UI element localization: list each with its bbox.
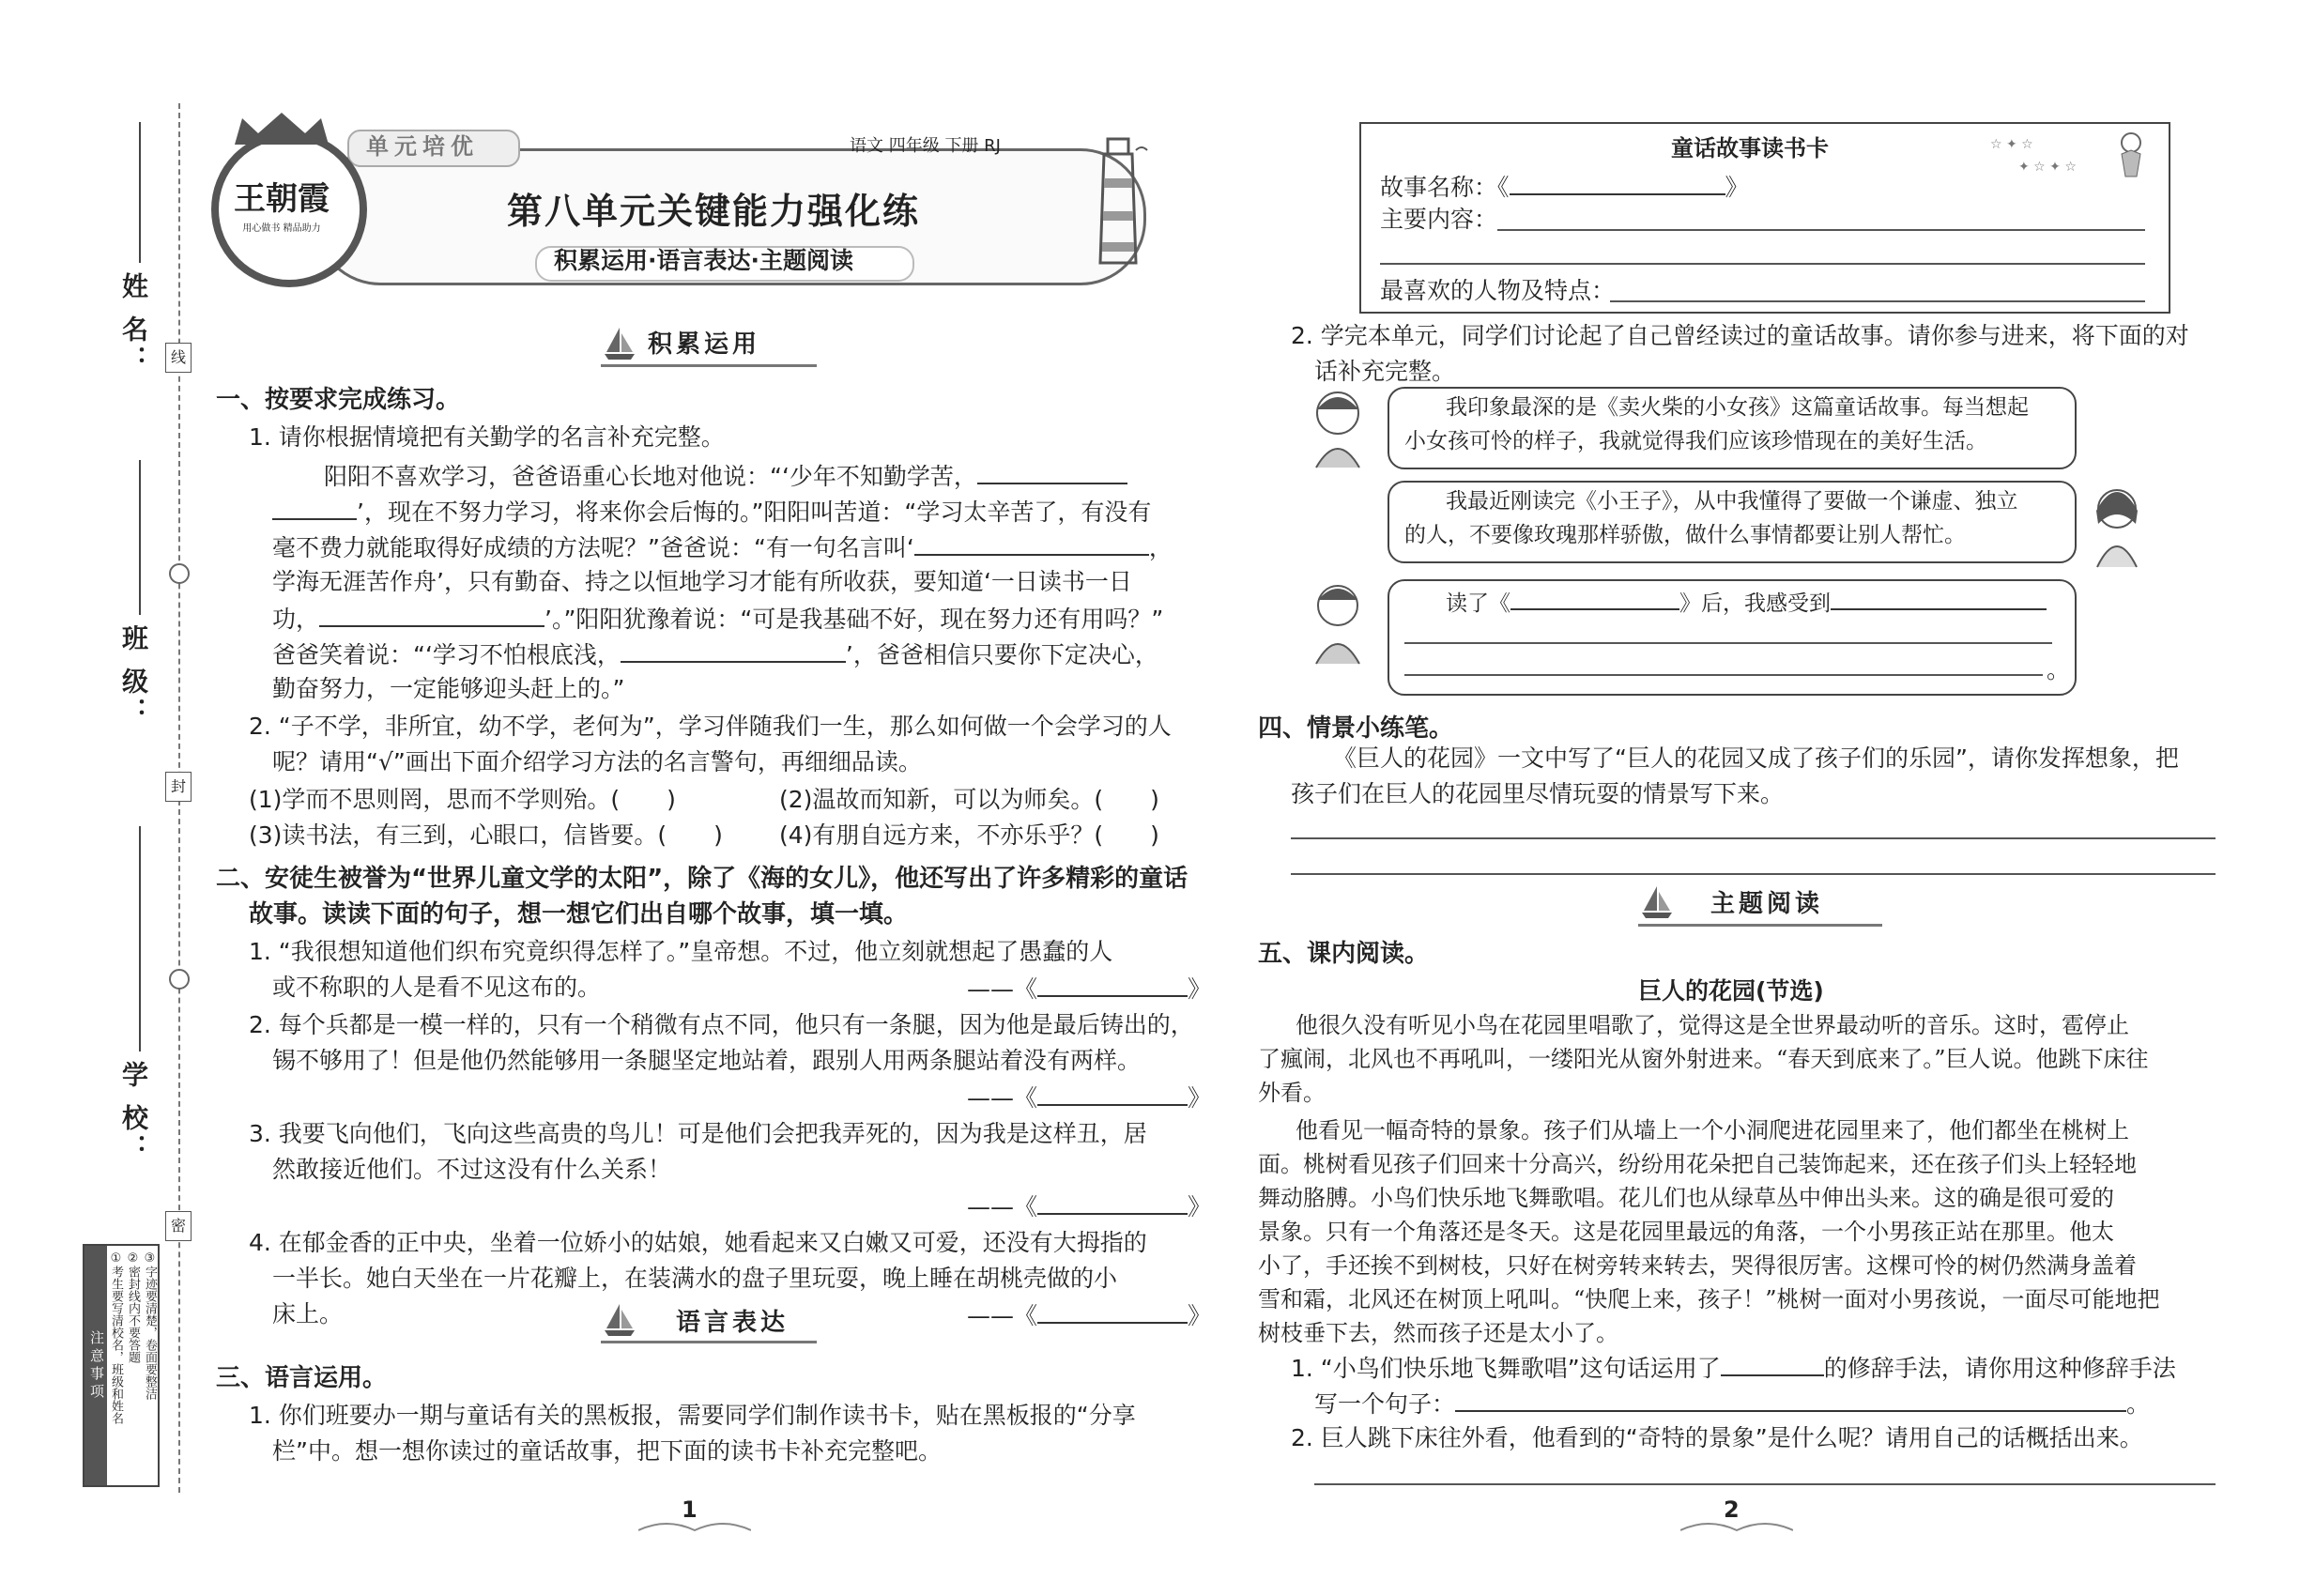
passage-title: 巨人的花园(节选) bbox=[1638, 977, 1824, 1005]
boy-avatar-icon bbox=[1305, 385, 1371, 469]
blank-q5-rhetoric[interactable] bbox=[1721, 1350, 1824, 1376]
school-field[interactable] bbox=[139, 826, 141, 1051]
notice-item-3: ③字迹要清楚，卷面要整洁 bbox=[143, 1251, 157, 1400]
passage-line-10: 树枝垂下去，然而孩子还是太小了。 bbox=[1258, 1320, 1618, 1346]
q1-p4: 学海无涯苦作舟’，只有勤奋、持之以恒地学习才能有所收获，要知道‘一日读书一日 bbox=[272, 568, 1132, 595]
name-field[interactable] bbox=[139, 122, 141, 263]
notice-box bbox=[83, 1244, 160, 1487]
q3-s1a: 1. 你们班要办一期与童话有关的黑板报，需要同学们制作读书卡，贴在黑板报的“分享 bbox=[249, 1402, 1136, 1429]
q1-p2: ’，现在不努力学习，将来你会后悔的。”阳阳叫苦道：“学习太辛苦了，有没有 bbox=[272, 494, 1151, 529]
sailboat-icon bbox=[601, 1300, 638, 1338]
passage-line-1: 他很久没有听见小鸟在花园里唱歌了，觉得这是全世界最动听的音乐。这时，雹停止 bbox=[1296, 1012, 2129, 1038]
blank-q1-3[interactable] bbox=[914, 529, 1149, 556]
card-favorite: 最喜欢的人物及特点： bbox=[1380, 277, 1616, 304]
q1-title: 一、按要求完成练习。 bbox=[216, 386, 461, 414]
section-expression-underline bbox=[601, 1341, 817, 1343]
bubble1-line1: 我印象最深的是《卖火柴的小女孩》这篇童话故事。每当想起 bbox=[1446, 395, 2029, 420]
q2-source-3: ——《 》 bbox=[967, 1189, 1211, 1224]
svg-text:✦ ☆ ✦ ☆: ✦ ☆ ✦ ☆ bbox=[2018, 160, 2077, 175]
page-number-right: 2 bbox=[1724, 1496, 1740, 1523]
svg-text:☆ ✦ ☆: ☆ ✦ ☆ bbox=[1990, 137, 2033, 152]
q1-sub2b: 呢？请用“√”画出下面介绍学习方法的名言警句，再细细品读。 bbox=[272, 748, 922, 775]
blank-q2-3[interactable] bbox=[1037, 1189, 1188, 1215]
q1-p6: 爸爸笑着说：“‘学习不怕根底浅， ’，爸爸相信只要你下定决心， bbox=[272, 637, 1158, 672]
q2-item3b: 然敢接近他们。不过这没有什么关系！ bbox=[272, 1156, 672, 1183]
q2-item2a: 2. 每个兵都是一模一样的，只有一个稍微有点不同，他只有一条腿，因为他是最后铸出的， bbox=[249, 1011, 1194, 1038]
notice-item-1: ①考生要写清校名，班级和姓名 bbox=[109, 1251, 123, 1424]
q5-q1c: 写一个句子： 。 bbox=[1314, 1386, 2150, 1421]
blank-q2-4[interactable] bbox=[1037, 1297, 1188, 1324]
passage-line-3: 外看。 bbox=[1258, 1080, 1326, 1106]
section-accumulate-underline bbox=[601, 364, 817, 367]
class-field[interactable] bbox=[139, 460, 141, 615]
q1-p5: 功， ’。”阳阳犹豫着说：“可是我基础不好，现在努力还有用吗？” bbox=[272, 601, 1163, 637]
school-label: 学 校： bbox=[118, 1061, 149, 1164]
bubble3-end: 。 bbox=[2047, 656, 2071, 683]
girl-avatar-icon bbox=[2084, 481, 2150, 570]
bubble3-line3[interactable] bbox=[1404, 674, 2043, 676]
blank-q2-1[interactable] bbox=[1037, 971, 1188, 997]
q3-s2a: 2. 学完本单元，同学们讨论起了自己曾经读过的童话故事。请你参与进来，将下面的对 bbox=[1291, 322, 2189, 349]
q2-source-1: ——《 》 bbox=[967, 971, 1211, 1006]
sailboat-icon bbox=[601, 324, 638, 361]
q2-item4a: 4. 在郁金香的正中央，坐着一位娇小的姑娘，她看起来又白嫩又可爱，还没有大拇指的 bbox=[249, 1229, 1147, 1256]
q4-title: 四、情景小练笔。 bbox=[1258, 714, 1454, 743]
q2-item4c: 床上。 bbox=[272, 1300, 344, 1327]
q3-s1b: 栏”中。想一想你读过的童话故事，把下面的读书卡补充完整吧。 bbox=[272, 1437, 942, 1465]
q1-p7: 勤奋努力，一定能够迎头赶上的。” bbox=[272, 675, 625, 702]
brand-logo bbox=[211, 131, 367, 287]
card-favorite-line[interactable] bbox=[1610, 300, 2145, 302]
page-number-left: 1 bbox=[682, 1496, 698, 1523]
passage-line-6: 舞动胳膊。小鸟们快乐地飞舞歌唱。花儿们也从绿草丛中伸出头来。这的确是很可爱的 bbox=[1258, 1185, 2114, 1211]
q2-source-2: ——《 》 bbox=[967, 1080, 1211, 1115]
passage-line-7: 景象。只有一个角落还是冬天。这是花园里最远的角落，一个小男孩正站在那里。他太 bbox=[1258, 1219, 2114, 1245]
sailboat-icon bbox=[1638, 882, 1676, 920]
blank-bubble3-title[interactable] bbox=[1510, 584, 1679, 610]
fairy-icon bbox=[1981, 122, 2159, 188]
q2-title-1: 二、安徒生被誉为“世界儿童文学的太阳”，除了《海的女儿》，他还写出了许多精彩的童话 bbox=[216, 865, 1188, 893]
passage-line-8: 小了，手还挨不到树枝，只好在树旁转来转去，哭得很厉害。这棵可怜的树仍然满身盖着 bbox=[1258, 1252, 2137, 1279]
q2-item4b: 一半长。她白天坐在一片花瓣上，在装满水的盘子里玩耍，晚上睡在胡桃壳做的小 bbox=[272, 1265, 1118, 1292]
q1-opt4[interactable]: (4)有朋自远方来，不亦乐乎？( ) bbox=[779, 821, 1159, 849]
brand-name: 王朝霞 bbox=[234, 180, 330, 218]
bubble3-line1: 读了《 》后，我感受到 bbox=[1446, 584, 2047, 621]
q1-p1: 阳阳不喜欢学习，爸爸语重心长地对他说：“‘少年不知勤学苦， bbox=[324, 458, 1127, 494]
section-theme-reading: 主题阅读 bbox=[1710, 890, 1824, 918]
class-label: 班 级： bbox=[118, 624, 149, 728]
bubble2-line2: 的人，不要像玫瑰那样骄傲，做什么事情都要让别人帮忙。 bbox=[1404, 523, 1966, 547]
card-main-content: 主要内容： bbox=[1380, 206, 1498, 233]
bubble2-line1: 我最近刚读完《小王子》，从中我懂得了要做一个谦虚、独立 bbox=[1446, 489, 2018, 514]
page-ornament-left bbox=[638, 1519, 751, 1538]
bubble1-line2: 小女孩可怜的样子，我就觉得我们应该珍惜现在的美好生活。 bbox=[1404, 429, 1987, 453]
q2-item1b: 或不称职的人是看不见这布的。 bbox=[272, 974, 602, 1001]
bubble3-line2[interactable] bbox=[1404, 642, 2052, 644]
section-theme-underline bbox=[1638, 924, 1882, 927]
lighthouse-icon bbox=[1080, 131, 1155, 272]
q3-title: 三、语言运用。 bbox=[216, 1364, 388, 1392]
passage-line-2: 了瘋闹，北风也不再吼叫，一缕阳光从窗外射进来。“春天到底来了。”巨人说。他跳下床往 bbox=[1258, 1046, 2149, 1072]
blank-q1-2[interactable] bbox=[272, 494, 357, 520]
q5-q2: 2. 巨人跳下床往外看，他看到的“奇特的景象”是什么呢？请用自己的话概括出来。 bbox=[1291, 1424, 2143, 1451]
q2-title-2: 故事。读读下面的句子，想一想它们出自哪个故事，填一填。 bbox=[249, 900, 909, 928]
notice-item-2: ②密封线内不要答题 bbox=[126, 1251, 140, 1363]
brand-caption: 用心做书 精品助力 bbox=[242, 223, 321, 234]
q2-source-4: ——《 》 bbox=[967, 1297, 1211, 1333]
passage-line-9: 雪和霜，北风还在树顶上吼叫。“快爬上来，孩子！”桃树一面对小男孩说，一面尽可能地把 bbox=[1258, 1286, 2160, 1312]
passage-line-5: 面。桃树看见孩子们回来十分高兴，纷纷用花朵把自己装饰起来，还在孩子们头上轻轻地 bbox=[1258, 1151, 2137, 1177]
card-story-name: 故事名称：《 》 bbox=[1380, 169, 1749, 205]
q5-title: 五、课内阅读。 bbox=[1258, 940, 1430, 968]
boy2-avatar-icon bbox=[1305, 577, 1371, 667]
name-label: 姓 名： bbox=[118, 272, 149, 376]
q5-q1a: 1. “小鸟们快乐地飞舞歌唱”这句话运用了 的修辞手法，请你用这种修辞手法 bbox=[1291, 1350, 2176, 1386]
unit-subtitle: 积累运用·语言表达·主题阅读 bbox=[554, 247, 853, 274]
q1-sub1: 1. 请你根据情境把有关勤学的名言补充完整。 bbox=[249, 423, 725, 451]
q1-sub2a: 2. “子不学，非所宜，幼不学，老何为”，学习伴随我们一生，那么如何做一个会学习的人 bbox=[249, 713, 1172, 740]
card-content-line-2[interactable] bbox=[1380, 263, 2145, 265]
q4-writing-line-2[interactable] bbox=[1291, 873, 2216, 875]
margin-circle-1 bbox=[169, 563, 190, 584]
section-expression: 语言表达 bbox=[676, 1309, 790, 1337]
q4-p2: 孩子们在巨人的花园里尽情玩耍的情景写下来。 bbox=[1291, 780, 1785, 807]
blank-card-name[interactable] bbox=[1510, 169, 1725, 195]
card-title: 童话故事读书卡 bbox=[1671, 135, 1829, 161]
q1-opt3[interactable]: (3)读书法，有三到，心眼口，信皆要。( ) bbox=[249, 821, 723, 849]
passage-line-4: 他看见一幅奇特的景象。孩子们从墙上一个小洞爬进花园里来了，他们都坐在桃树上 bbox=[1296, 1117, 2129, 1143]
q3-s2b: 话补充完整。 bbox=[1314, 358, 1456, 385]
blank-q1-4[interactable] bbox=[319, 601, 544, 627]
margin-circle-2 bbox=[169, 969, 190, 990]
crown-icon bbox=[225, 109, 338, 146]
blank-q2-2[interactable] bbox=[1037, 1080, 1188, 1106]
cut-mark-feng: 封 bbox=[165, 772, 192, 802]
q2-item2b: 锡不够用了！但是他仍然能够用一条腿坚定地站着，跟别人用两条腿站着没有两样。 bbox=[272, 1047, 1142, 1074]
q1-opt2[interactable]: (2)温故而知新，可以为师矣。( ) bbox=[779, 786, 1159, 813]
subject-info: 语文 四年级 下册 RJ bbox=[850, 136, 1001, 156]
unit-title: 第八单元关键能力强化练 bbox=[507, 191, 921, 232]
q2-item3a: 3. 我要飞向他们，飞向这些高贵的鸟儿！可是他们会把我弄死的，因为我是这样丑，居 bbox=[249, 1120, 1147, 1147]
page-ornament-right bbox=[1680, 1519, 1793, 1538]
blank-bubble3-feel[interactable] bbox=[1831, 584, 2047, 610]
brand-sub: 单元培优 bbox=[366, 133, 479, 160]
card-content-line-1[interactable] bbox=[1497, 229, 2145, 231]
section-accumulate: 积累运用 bbox=[648, 330, 761, 359]
blank-q1-1[interactable] bbox=[977, 458, 1127, 484]
q1-opt1[interactable]: (1)学而不思则罔，思而不学则殆。( ) bbox=[249, 786, 676, 813]
blank-q5-sentence[interactable] bbox=[1455, 1386, 2126, 1412]
notice-title: 注意事项 bbox=[84, 1246, 107, 1485]
cut-mark-xian: 线 bbox=[165, 343, 192, 373]
q5-answer-line[interactable] bbox=[1314, 1483, 2216, 1485]
blank-q1-5[interactable] bbox=[621, 637, 846, 663]
q4-writing-line-1[interactable] bbox=[1291, 837, 2216, 839]
q2-item1a: 1. “我很想知道他们织布究竟织得怎样了。”皇帝想。不过，他立刻就想起了愚蠢的人 bbox=[249, 938, 1113, 965]
cut-mark-mi: 密 bbox=[165, 1211, 192, 1241]
q4-p1: 《巨人的花园》一文中写了“巨人的花园又成了孩子们的乐园”，请你发挥想象，把 bbox=[1333, 744, 2179, 772]
q1-p3: 毫不费力就能取得好成绩的方法呢？”爸爸说：“有一句名言叫‘ ， bbox=[272, 529, 1173, 565]
